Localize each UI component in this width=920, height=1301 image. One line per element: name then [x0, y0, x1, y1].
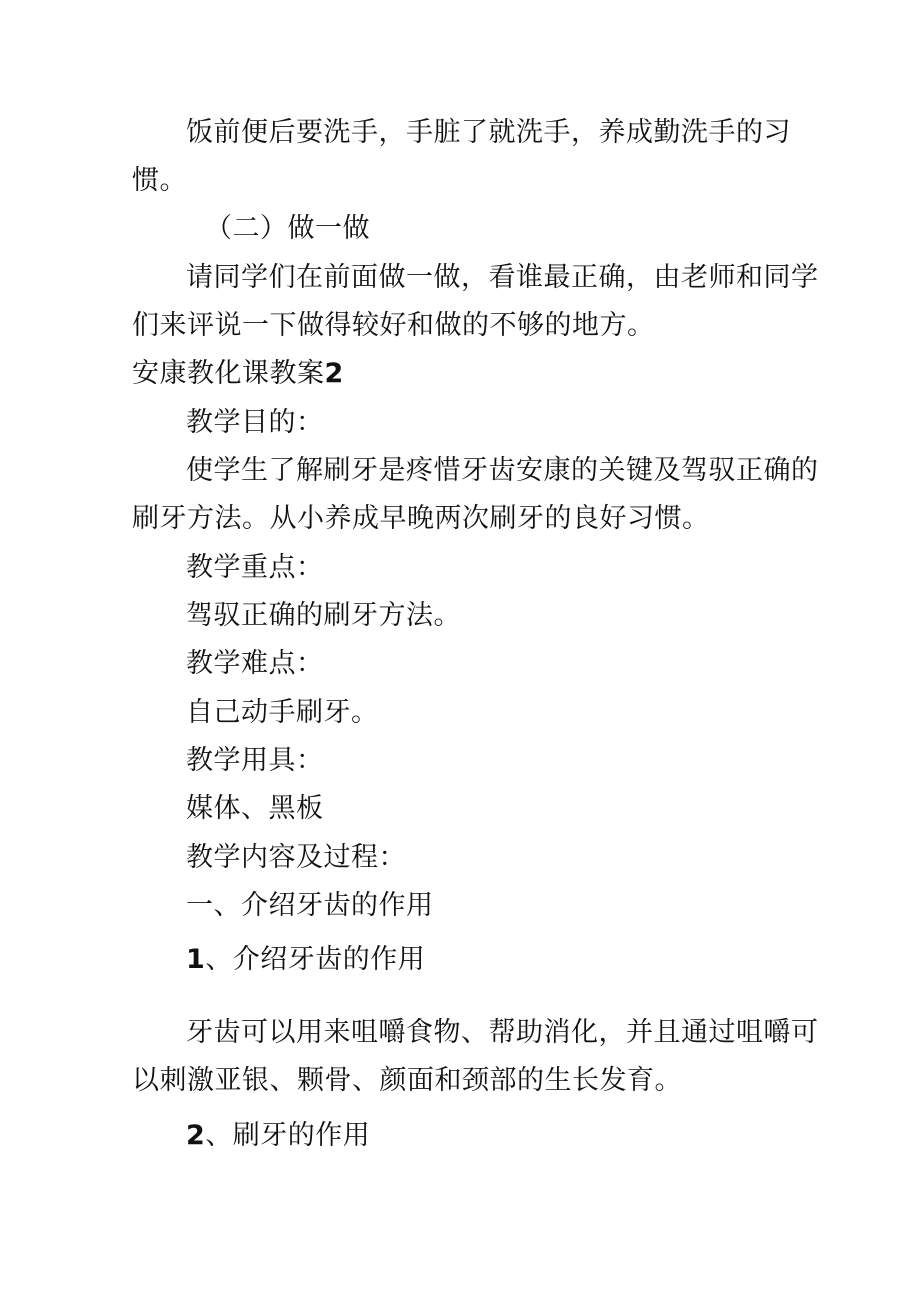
paragraph-line: 刷牙方法。从小养成早晚两次刷牙的良好习惯。 — [132, 503, 710, 534]
paragraph-line: 使学生了解刷牙是疼惜牙齿安康的关键及驾驭正确的 — [186, 455, 819, 486]
paragraph-line: 以刺激亚银、颗骨、颜面和颈部的生长发育。 — [132, 1065, 682, 1096]
paragraph-line: 饭前便后要洗手，手脏了就洗手，养成勤洗手的习 — [186, 117, 791, 148]
paragraph-line: 牙齿可以用来咀嚼食物、帮助消化，并且通过咀嚼可 — [186, 1017, 819, 1048]
subsection-heading — [186, 943, 425, 977]
paragraph-line: 惯。 — [132, 165, 187, 196]
section-heading: （二）做一做 — [205, 213, 370, 244]
paragraph-line: 媒体、黑板 — [186, 793, 324, 824]
subsection-text: 、刷牙的作用 — [205, 1120, 371, 1151]
paragraph-line: 自己动手刷牙。 — [186, 697, 379, 728]
label-line: 教学目的： — [186, 407, 324, 438]
paragraph-line: 们来评说一下做得较好和做的不够的地方。 — [132, 310, 655, 341]
label-line: 教学内容及过程： — [186, 842, 406, 873]
paragraph-line: 驾驭正确的刷牙方法。 — [186, 600, 461, 631]
subsection-number: 2 — [186, 1120, 206, 1151]
title-text: 安康教化课教案 — [132, 358, 325, 389]
section-heading: 一、介绍牙齿的作用 — [186, 890, 434, 921]
title-number: 2 — [324, 358, 344, 389]
label-line: 教学难点： — [186, 648, 324, 679]
label-line: 教学重点： — [186, 552, 324, 583]
label-line: 教学用具： — [186, 745, 324, 776]
paragraph-line: 请同学们在前面做一做，看谁最正确，由老师和同学 — [186, 262, 819, 293]
subsection-text: 、介绍牙齿的作用 — [205, 944, 426, 975]
subsection-number: 1 — [186, 944, 206, 975]
subsection-heading — [186, 1119, 370, 1153]
document-title — [132, 357, 344, 391]
